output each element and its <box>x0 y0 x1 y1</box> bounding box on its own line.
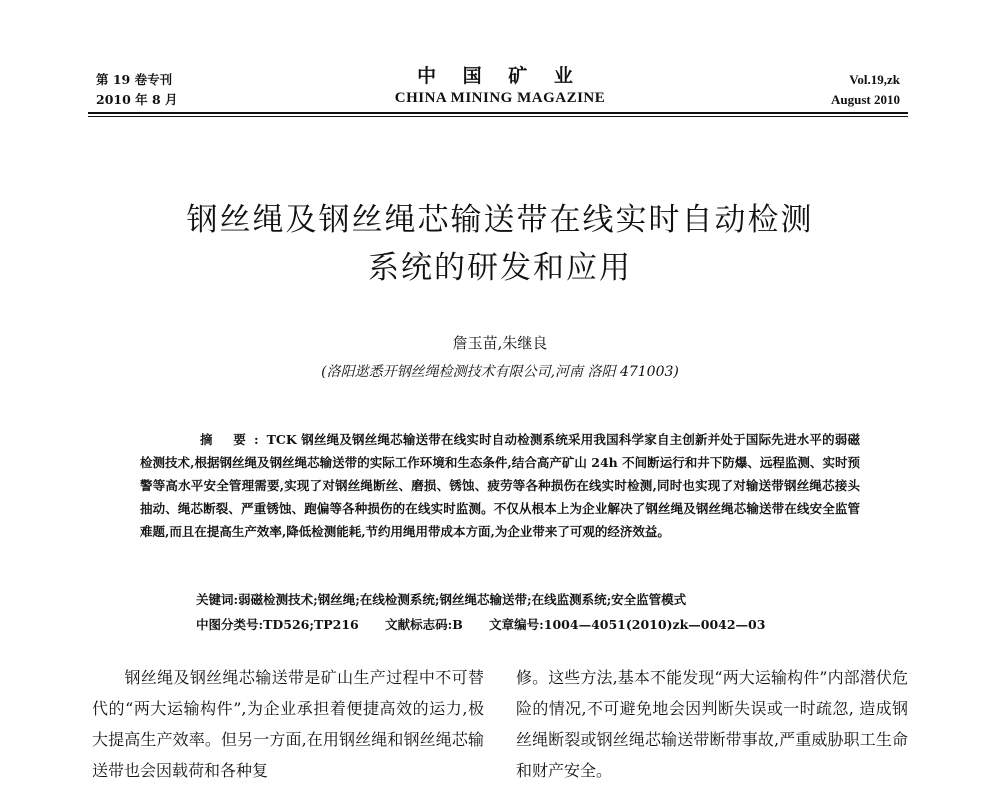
clc-number: 中图分类号:TD526;TP216 <box>196 617 359 632</box>
keywords: 关键词:弱磁检测技术;钢丝绳;在线检测系统;钢丝绳芯输送带;在线监测系统;安全监管模式 <box>196 592 687 607</box>
header-right <box>831 70 900 110</box>
article-number: 文章编号:1004—4051(2010)zk—0042—03 <box>489 617 766 632</box>
volume-en: Vol.19,zk <box>849 72 900 87</box>
classification-info <box>196 614 896 636</box>
abstract <box>140 428 860 543</box>
date-cn: 2010 年 8 月 <box>96 92 178 107</box>
journal-name-en: CHINA MINING MAGAZINE <box>394 90 606 106</box>
abstract-label: 摘 要: <box>200 432 267 447</box>
body-column-right <box>516 662 908 786</box>
header-center <box>350 64 650 108</box>
article-title <box>100 196 900 292</box>
body-column-left <box>92 662 484 786</box>
body-right-text: 修。这些方法,基本不能发现“两大运输构件”内部潜伏危险的情况,不可避免地会因判断失误或一时疏忽, 造成钢丝绳断裂或钢丝绳芯输送带断带事故,严重威胁职工生命和财产安全。 <box>516 668 908 780</box>
journal-name-cn: 中 国 矿 业 <box>417 65 583 87</box>
volume-cn: 第 19 卷专刊 <box>96 72 173 87</box>
header-rule-thick <box>88 112 908 114</box>
title-line-1: 钢丝绳及钢丝绳芯输送带在线实时自动检测 <box>186 202 814 238</box>
header-left <box>96 70 178 110</box>
abstract-text: TCK 钢丝绳及钢丝绳芯输送带在线实时自动检测系统采用我国科学家自主创新并处于国际先进水平的弱磁检测技术,根据钢丝绳及钢丝绳芯输送带的实际工作环境和生态条件,结合高产矿山 24h 不间断运行和井下防爆、远程监测、实时预警等高水平安全管理需要,实现了对钢丝绳断丝、磨损、锈蚀、疲劳等各种损伤在线实时检测,同时也实现了对输送带钢丝绳芯接头抽动、绳芯断裂、严重锈蚀、跑偏等各种损伤的在线实时监测。不仅从根本上为企业解决了钢丝绳及钢丝绳芯输送带在线安全监管难题,而且在提高生产效率,降低检测能耗,节约用绳用带成本方面,为企业带来了可观的经济效益。 <box>140 432 860 539</box>
body-left-text: 钢丝绳及钢丝绳芯输送带是矿山生产过程中不可替代的“两大运输构件”,为企业承担着便捷高效的运力,极大提高生产效率。但另一方面,在用钢丝绳和钢丝绳芯输送带也会因载荷和各种复 <box>92 668 484 780</box>
title-line-2: 系统的研发和应用 <box>368 250 632 286</box>
affiliation: (洛阳逖悉开钢丝绳检测技术有限公司,河南 洛阳 471003) <box>321 364 679 380</box>
header-rule-thin <box>88 116 908 117</box>
document-code: 文献标志码:B <box>385 617 463 632</box>
date-en: August 2010 <box>831 92 900 107</box>
authors: 詹玉苗,朱继良 <box>452 334 548 352</box>
